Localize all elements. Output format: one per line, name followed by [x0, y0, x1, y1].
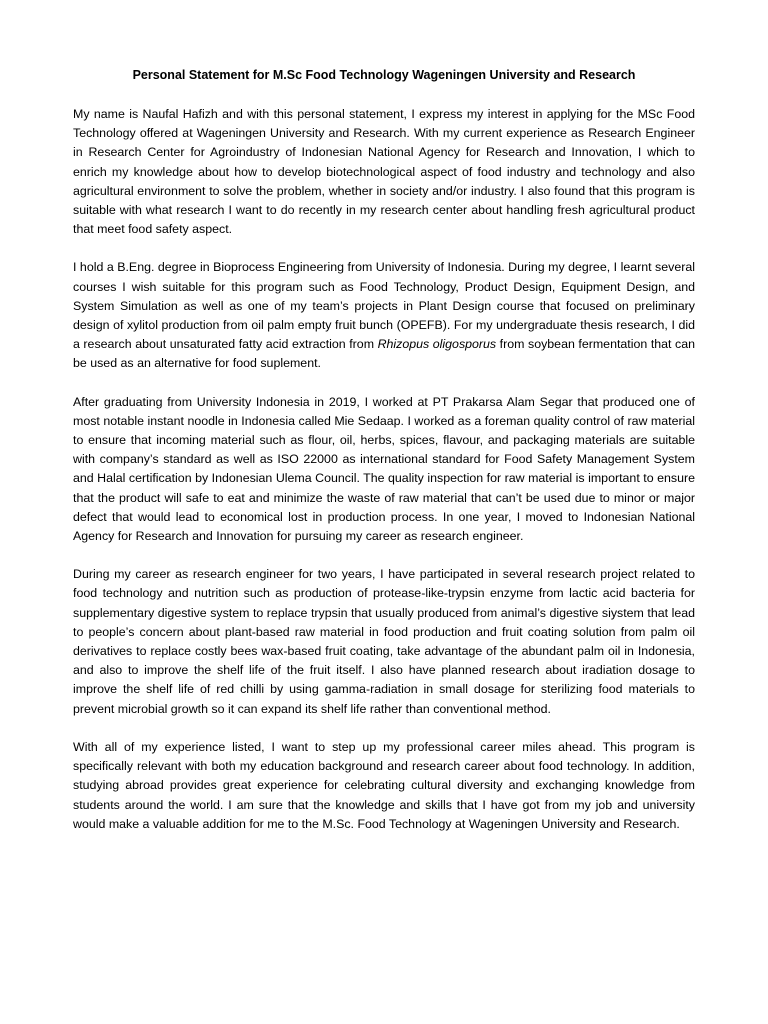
paragraph-education: [73, 258, 695, 373]
organism-name: Rhizopus oligosporus: [377, 337, 497, 352]
paragraph-research-career: During my career as research engineer for two years, I have participated in several research project related to food technology and nutrition such as production of protease-like-trypsin enzyme from lactic acid bacteria for supplementary digestive system to replace trypsin that usually produced from animal’s digestive siystem that lead to people’s concern about plant-based raw material in food production and fruit coating solution from palm oil derivatives to replace costly bees wax-based fruit coating, take advantage of the abundant palm oil in Indonesia, and also to improve the shelf life of the fruit itself. I also have planned research about iradiation dosage to improve the shelf life of red chilli by using gamma-radiation in small dosage for sterilizing food materials to prevent microbial growth so it can expand its shelf life rather than conventional method.: [73, 567, 695, 716]
paragraph-introduction: My name is Naufal Hafizh and with this personal statement, I express my interest in applying for the MSc Food Technology offered at Wageningen University and Research. With my current experience as Research Engineer in Research Center for Agroindustry of Indonesian National Agency for Research and Innovation, I which to enrich my knowledge about how to develop biotechnological aspect of food industry and technology and also agricultural environment to solve the problem, whether in society and/or industry. I also found that this program is suitable with what research I want to do recently in my research center about handling fresh agricultural product that meet food safety aspect.: [73, 107, 695, 237]
paragraph-conclusion: With all of my experience listed, I want to step up my professional career miles ahead. This program is specifically relevant with both my education background and research career about food technology. In addition, studying abroad provides great experience for celebrating cultural diversity and exchanging knowledge from students around the world. I am sure that the knowledge and skills that I have got from my job and university would make a valuable addition for me to the M.Sc. Food Technology at Wageningen University and Research.: [73, 739, 695, 831]
document-title: Personal Statement for M.Sc Food Technology Wageningen University and Research: [132, 68, 636, 82]
paragraph-education-text-end: from soybean fermentation that can be used as an alternative for food suplement.: [73, 337, 696, 371]
paragraph-education-text-start: I hold a B.Eng. degree in Bioprocess Engineering from University of Indonesia. During my degree, I learnt several courses I wish suitable for this program such as Food Technology, Product Design, Equipment Design, and System Simulation as well as one of my team’s projects in Plant Design course that focused on preliminary design of xylitol production from oil palm empty fruit bunch (OPEFB). For my undergraduate thesis research, I did a research about unsaturated fatty acid extraction from: [73, 260, 695, 352]
paragraph-work-experience: After graduating from University Indonesia in 2019, I worked at PT Prakarsa Alam Segar that produced one of most notable instant noodle in Indonesia called Mie Sedaap. I worked as a foreman quality control of raw material to ensure that incoming material such as flour, oil, herbs, spices, flavour, and packaging materials are suitable with company’s standard as well as ISO 22000 as international standard for Food Safety Management System and Halal certification by Indonesian Ulema Council. The quality inspection for raw material is important to ensure that the product will safe to eat and minimize the waste of raw material that can’t be used due to minor or major defect that would lead to economical lost in production process. In one year, I moved to Indonesian National Agency for Research and Innovation for pursuing my career as research engineer.: [73, 394, 695, 544]
